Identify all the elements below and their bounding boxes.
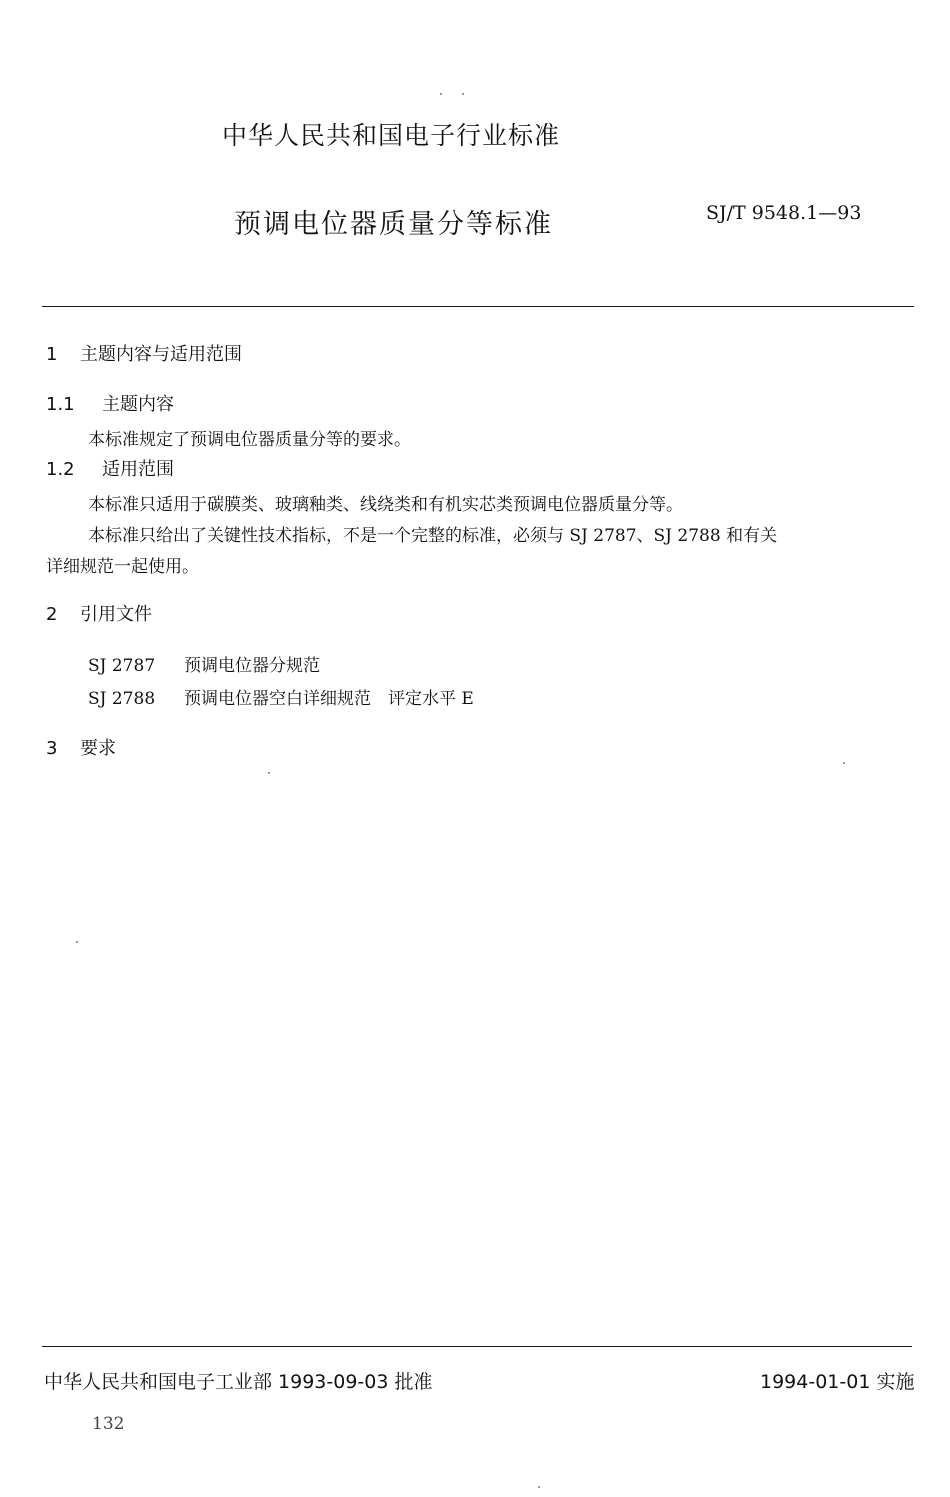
scan-speck <box>268 772 270 774</box>
section-1-1-paragraph: 本标准规定了预调电位器质量分等的要求。 <box>88 430 411 450</box>
section-number: 2 <box>46 604 58 625</box>
scan-speck <box>440 93 442 95</box>
scan-speck <box>76 941 78 943</box>
footer-divider <box>42 1346 912 1347</box>
scan-speck <box>462 93 464 95</box>
document-code: SJ/T 9548.1—93 <box>706 202 862 224</box>
section-number: 1 <box>46 344 58 365</box>
section-number: 1.1 <box>46 394 75 415</box>
reference-title: 预调电位器分规范 <box>184 656 320 676</box>
section-1-2-paragraph-1: 本标准只适用于碳膜类、玻璃釉类、线绕类和有机实芯类预调电位器质量分等。 <box>88 495 683 515</box>
reference-item <box>88 651 320 676</box>
section-title: 主题内容与适用范围 <box>80 344 242 365</box>
approval-line: 中华人民共和国电子工业部 1993-09-03 批准 <box>44 1371 433 1393</box>
page-number: 132 <box>92 1414 125 1434</box>
section-title: 引用文件 <box>80 604 152 625</box>
scan-speck <box>538 1486 540 1488</box>
reference-code: SJ 2787 <box>88 656 156 676</box>
section-title: 要求 <box>80 738 116 759</box>
reference-code: SJ 2788 <box>88 689 156 709</box>
section-1-heading <box>46 340 242 366</box>
document-title: 预调电位器质量分等标准 <box>234 209 553 240</box>
standard-category-heading: 中华人民共和国电子行业标准 <box>222 121 561 150</box>
section-2-heading <box>46 600 152 626</box>
implementation-date: 1994-01-01 实施 <box>760 1371 915 1393</box>
section-title: 主题内容 <box>102 394 174 415</box>
section-1-2-heading <box>46 455 174 481</box>
section-1-2-paragraph-2-line-1: 本标准只给出了关键性技术指标，不是一个完整的标准，必须与 SJ 2787、SJ 2788 和有关 <box>88 526 778 546</box>
header-divider <box>42 306 914 307</box>
reference-item <box>88 684 474 709</box>
reference-title: 预调电位器空白详细规范 评定水平 E <box>184 689 474 709</box>
section-1-1-heading <box>46 390 174 416</box>
section-title: 适用范围 <box>102 459 174 480</box>
scan-speck <box>843 762 845 764</box>
section-number: 1.2 <box>46 459 75 480</box>
section-1-2-paragraph-2-line-2: 详细规范一起使用。 <box>46 557 199 577</box>
section-3-heading <box>46 734 116 760</box>
section-number: 3 <box>46 738 58 759</box>
